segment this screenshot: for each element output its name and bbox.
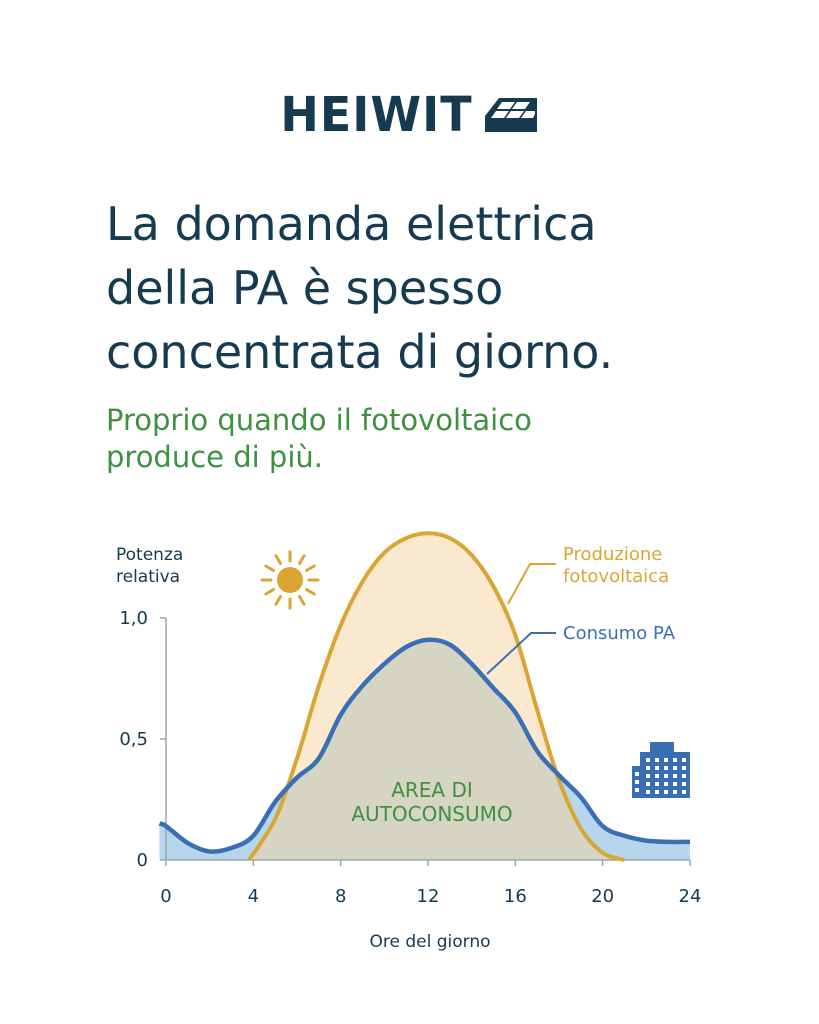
building-window xyxy=(682,782,686,786)
y-axis-label-line-2: relativa xyxy=(116,567,181,587)
x-tick-label: 4 xyxy=(247,886,260,907)
y-axis-label-line-1: Potenza xyxy=(116,545,184,565)
x-tick-label: 8 xyxy=(334,886,347,907)
x-axis-label: Ore del giorno xyxy=(369,932,491,952)
building-window xyxy=(646,782,650,786)
building-window xyxy=(655,774,659,778)
building-window xyxy=(635,780,639,784)
building-window xyxy=(682,790,686,794)
subheadline xyxy=(106,402,726,476)
brand-name: HEIWIT xyxy=(280,85,473,143)
consumption-legend: Consumo PA xyxy=(563,623,676,644)
building-window xyxy=(655,758,659,762)
building-window xyxy=(646,774,650,778)
headline xyxy=(106,192,766,384)
chart-container xyxy=(0,520,819,960)
x-tick-label: 20 xyxy=(591,886,615,907)
sun-ray xyxy=(300,597,305,605)
x-tick-label: 12 xyxy=(416,886,440,907)
sun-ray xyxy=(300,556,305,564)
sun-ray xyxy=(276,597,281,605)
x-tick-label: 24 xyxy=(678,886,702,907)
sun-icon xyxy=(262,552,318,608)
y-tick-label: 0 xyxy=(136,850,148,871)
building-window xyxy=(664,774,668,778)
building-window xyxy=(664,758,668,762)
building-window xyxy=(646,766,650,770)
building-window xyxy=(673,758,677,762)
building-window xyxy=(635,788,639,792)
y-tick-label: 0,5 xyxy=(119,729,148,750)
x-tick-label: 0 xyxy=(160,886,172,907)
solar-legend-line-1: Produzione xyxy=(563,544,663,565)
sun-disc xyxy=(277,567,303,593)
sun-ray xyxy=(307,590,315,595)
house-solar-panel-icon xyxy=(483,92,539,136)
headline-line-2: della PA è spesso xyxy=(106,261,504,315)
self-consumption-area xyxy=(159,640,690,860)
building-window xyxy=(664,782,668,786)
load-vs-solar-chart xyxy=(0,520,819,960)
brand-logo xyxy=(0,84,819,144)
building-window xyxy=(655,782,659,786)
building-window xyxy=(646,758,650,762)
x-tick-label: 16 xyxy=(503,886,527,907)
building-window xyxy=(664,766,668,770)
building-window xyxy=(646,790,650,794)
building-window xyxy=(682,758,686,762)
sun-ray xyxy=(266,566,274,571)
building-window xyxy=(682,766,686,770)
sun-ray xyxy=(276,556,281,564)
office-building-icon xyxy=(632,742,690,798)
building-window xyxy=(673,766,677,770)
building-window xyxy=(682,774,686,778)
building-window xyxy=(655,790,659,794)
sun-ray xyxy=(307,566,315,571)
headline-line-3: concentrata di giorno. xyxy=(106,325,614,379)
sun-ray xyxy=(266,590,274,595)
solar-legend-leader xyxy=(508,564,556,604)
building-window xyxy=(673,790,677,794)
building-window xyxy=(655,766,659,770)
overlap-label-line-1: AREA DI xyxy=(391,778,473,802)
solar-legend-line-2: fotovoltaica xyxy=(563,566,670,587)
overlap-label-line-2: AUTOCONSUMO xyxy=(351,802,513,826)
headline-line-1: La domanda elettrica xyxy=(106,197,597,251)
subhead-line-2: produce di più. xyxy=(106,440,323,474)
building-window xyxy=(635,772,639,776)
y-tick-label: 1,0 xyxy=(119,608,148,629)
building-window xyxy=(673,774,677,778)
subhead-line-1: Proprio quando il fotovoltaico xyxy=(106,403,532,437)
building-window xyxy=(673,782,677,786)
building-window xyxy=(664,790,668,794)
